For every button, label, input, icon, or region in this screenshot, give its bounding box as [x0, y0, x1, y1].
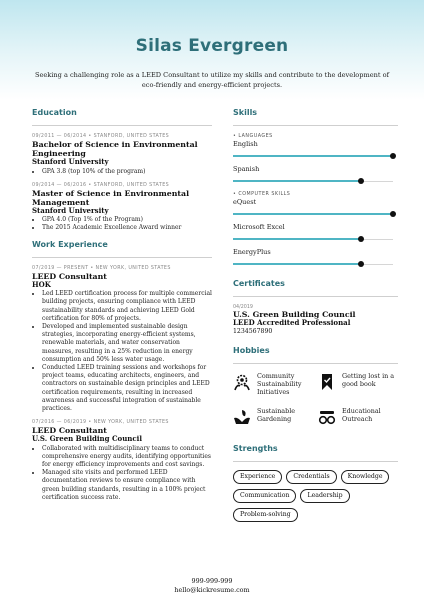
strength-pill: Communication — [233, 489, 296, 503]
education-entry — [32, 134, 212, 176]
skill-row — [233, 165, 398, 190]
certificate-code: 1234567890 — [233, 327, 273, 335]
people-gear-icon — [233, 373, 251, 391]
hobby-item — [233, 407, 318, 437]
strength-pill: Experience — [233, 470, 282, 484]
experience-bullets — [32, 445, 212, 502]
company-name: HOK — [32, 279, 51, 289]
skill-group-label: • COMPUTER SKILLS — [233, 192, 291, 197]
education-meta: 09/2011 — 06/2014 • STANFORD, UNITED STATES — [32, 134, 170, 139]
strength-pill: Credentials — [286, 470, 336, 484]
degree-title: Master of Science in Environmental Management — [32, 188, 190, 207]
skill-row — [233, 198, 398, 223]
strength-pill: Problem-solving — [233, 508, 298, 522]
skill-level-knob — [358, 236, 364, 242]
experience-entry — [32, 266, 212, 414]
hobby-label: Getting lost in a good book — [342, 371, 395, 388]
experience-bullets — [32, 290, 212, 413]
skills-divider — [233, 125, 398, 126]
skill-level-bar — [233, 263, 361, 265]
certificate-name: LEED Accredited Professional — [233, 318, 351, 327]
certificates-divider — [233, 296, 398, 297]
experience-bullet: • Managed site visits and performed LEED documentation reviews to ensure compliance with green building standards, resulting in a 100% project certification success rate. — [42, 469, 212, 502]
education-bullet: • GPA 3.8 (top 10% of the program) — [42, 168, 212, 176]
strength-pill: Leadership — [300, 489, 349, 503]
skill-name: eQuest — [233, 198, 257, 206]
skill-level-knob — [390, 153, 396, 159]
contact-email: hello@kickresume.com — [174, 586, 250, 594]
strengths-list — [233, 470, 398, 522]
bookmark-icon — [318, 373, 336, 391]
degree-title: Bachelor of Science in Environmental Engineering — [32, 140, 198, 158]
skill-level-bar — [233, 213, 393, 215]
education-meta: 09/2014 — 06/2016 • STANFORD, UNITED STATES — [32, 182, 170, 188]
company-name: U.S. Green Building Council — [32, 434, 142, 444]
hobby-label: Educational Outreach — [342, 406, 381, 423]
skill-level-knob — [358, 178, 364, 184]
experience-bullet: • Collaborated with multidisciplinary teams to conduct comprehensive energy audits, identifying opportunities for energy efficiency improvements and cost savings. — [42, 445, 212, 470]
education-bullets — [32, 216, 212, 232]
skill-group-label: • LANGUAGES — [233, 134, 273, 139]
hobby-item — [233, 372, 318, 402]
left-column — [32, 108, 212, 509]
hobby-item — [318, 372, 403, 402]
strengths-title: Strengths — [233, 443, 278, 453]
candidate-name: Silas Evergreen — [135, 36, 289, 56]
skill-row — [233, 140, 398, 165]
skill-level-knob — [358, 261, 364, 267]
skill-name: Spanish — [233, 165, 260, 173]
skills-title: Skills — [233, 108, 258, 117]
skill-level-knob — [390, 211, 396, 217]
education-bullet: • GPA 4.0 (Top 1% of the Program) — [42, 216, 212, 224]
hands-leaf-icon — [233, 408, 251, 426]
education-divider — [32, 125, 212, 126]
skill-row — [233, 223, 398, 248]
skill-level-bar — [233, 238, 361, 240]
right-column — [233, 108, 398, 522]
certificate-entry — [233, 305, 398, 336]
experience-bullet: • Developed and implemented sustainable design strategies, incorporating energy-efficient systems, renewable materials, and water conservation measures, resulting in a 25% reduction in energy consumption and 50% less water usage. — [42, 323, 212, 364]
skill-name: EnergyPlus — [233, 248, 271, 256]
experience-bullet: • Led LEED certification process for multiple commercial building projects, ensuring compliance with LEED sustainability standards and achieving LEED Gold certification for 80% of projects. — [42, 290, 212, 323]
glasses-icon — [318, 408, 336, 426]
job-title: LEED Consultant — [32, 271, 107, 281]
experience-bullet: • Conducted LEED training sessions and workshops for project teams, educating architects, engineers, and contractors on sustainable design principles and LEED certification requirements, resulting in increased awareness and successful integration of sustainable practices. — [42, 364, 212, 413]
experience-title: Work Experience — [32, 239, 108, 249]
education-title: Education — [32, 108, 77, 117]
experience-entry — [32, 420, 212, 502]
education-entry — [32, 183, 212, 233]
certificate-date: 04/2019 — [233, 305, 253, 310]
hobbies-grid — [233, 372, 398, 444]
experience-list — [32, 266, 212, 502]
skill-level-bar — [233, 155, 393, 157]
education-bullet: • The 2015 Academic Excellence Award winner — [42, 224, 212, 232]
education-bullets — [32, 168, 212, 176]
certificate-issuer: U.S. Green Building Council — [233, 310, 356, 319]
experience-meta: 07/2019 — PRESENT • NEW YORK, UNITED STATES — [32, 265, 171, 271]
experience-meta: 07/2016 — 06/2019 • NEW YORK, UNITED STATES — [32, 420, 169, 426]
hobby-label: Sustainable Gardening — [257, 406, 296, 423]
education-list — [32, 134, 212, 233]
skill-level-bar — [233, 180, 361, 182]
hobby-label: Community Sustainability Initiatives — [257, 371, 302, 396]
hobbies-title: Hobbies — [233, 345, 270, 355]
certificates-title: Certificates — [233, 279, 285, 288]
skill-name: English — [233, 140, 258, 148]
strengths-divider — [233, 461, 398, 462]
contact-phone: 999-999-999 — [191, 577, 233, 585]
experience-divider — [32, 257, 212, 258]
school-name: Stanford University — [32, 205, 109, 215]
skill-row — [233, 248, 398, 273]
hobby-item — [318, 407, 403, 437]
skill-name: Microsoft Excel — [233, 223, 285, 231]
skills-list — [233, 134, 398, 273]
school-name: Stanford University — [32, 157, 109, 166]
hobbies-divider — [233, 363, 398, 364]
job-title: LEED Consultant — [32, 426, 107, 436]
summary: Seeking a challenging role as a LEED Consultant to utilize my skills and contribute to the development of eco-friendly and energy-efficient projects. — [34, 71, 390, 89]
strength-pill: Knowledge — [341, 470, 390, 484]
